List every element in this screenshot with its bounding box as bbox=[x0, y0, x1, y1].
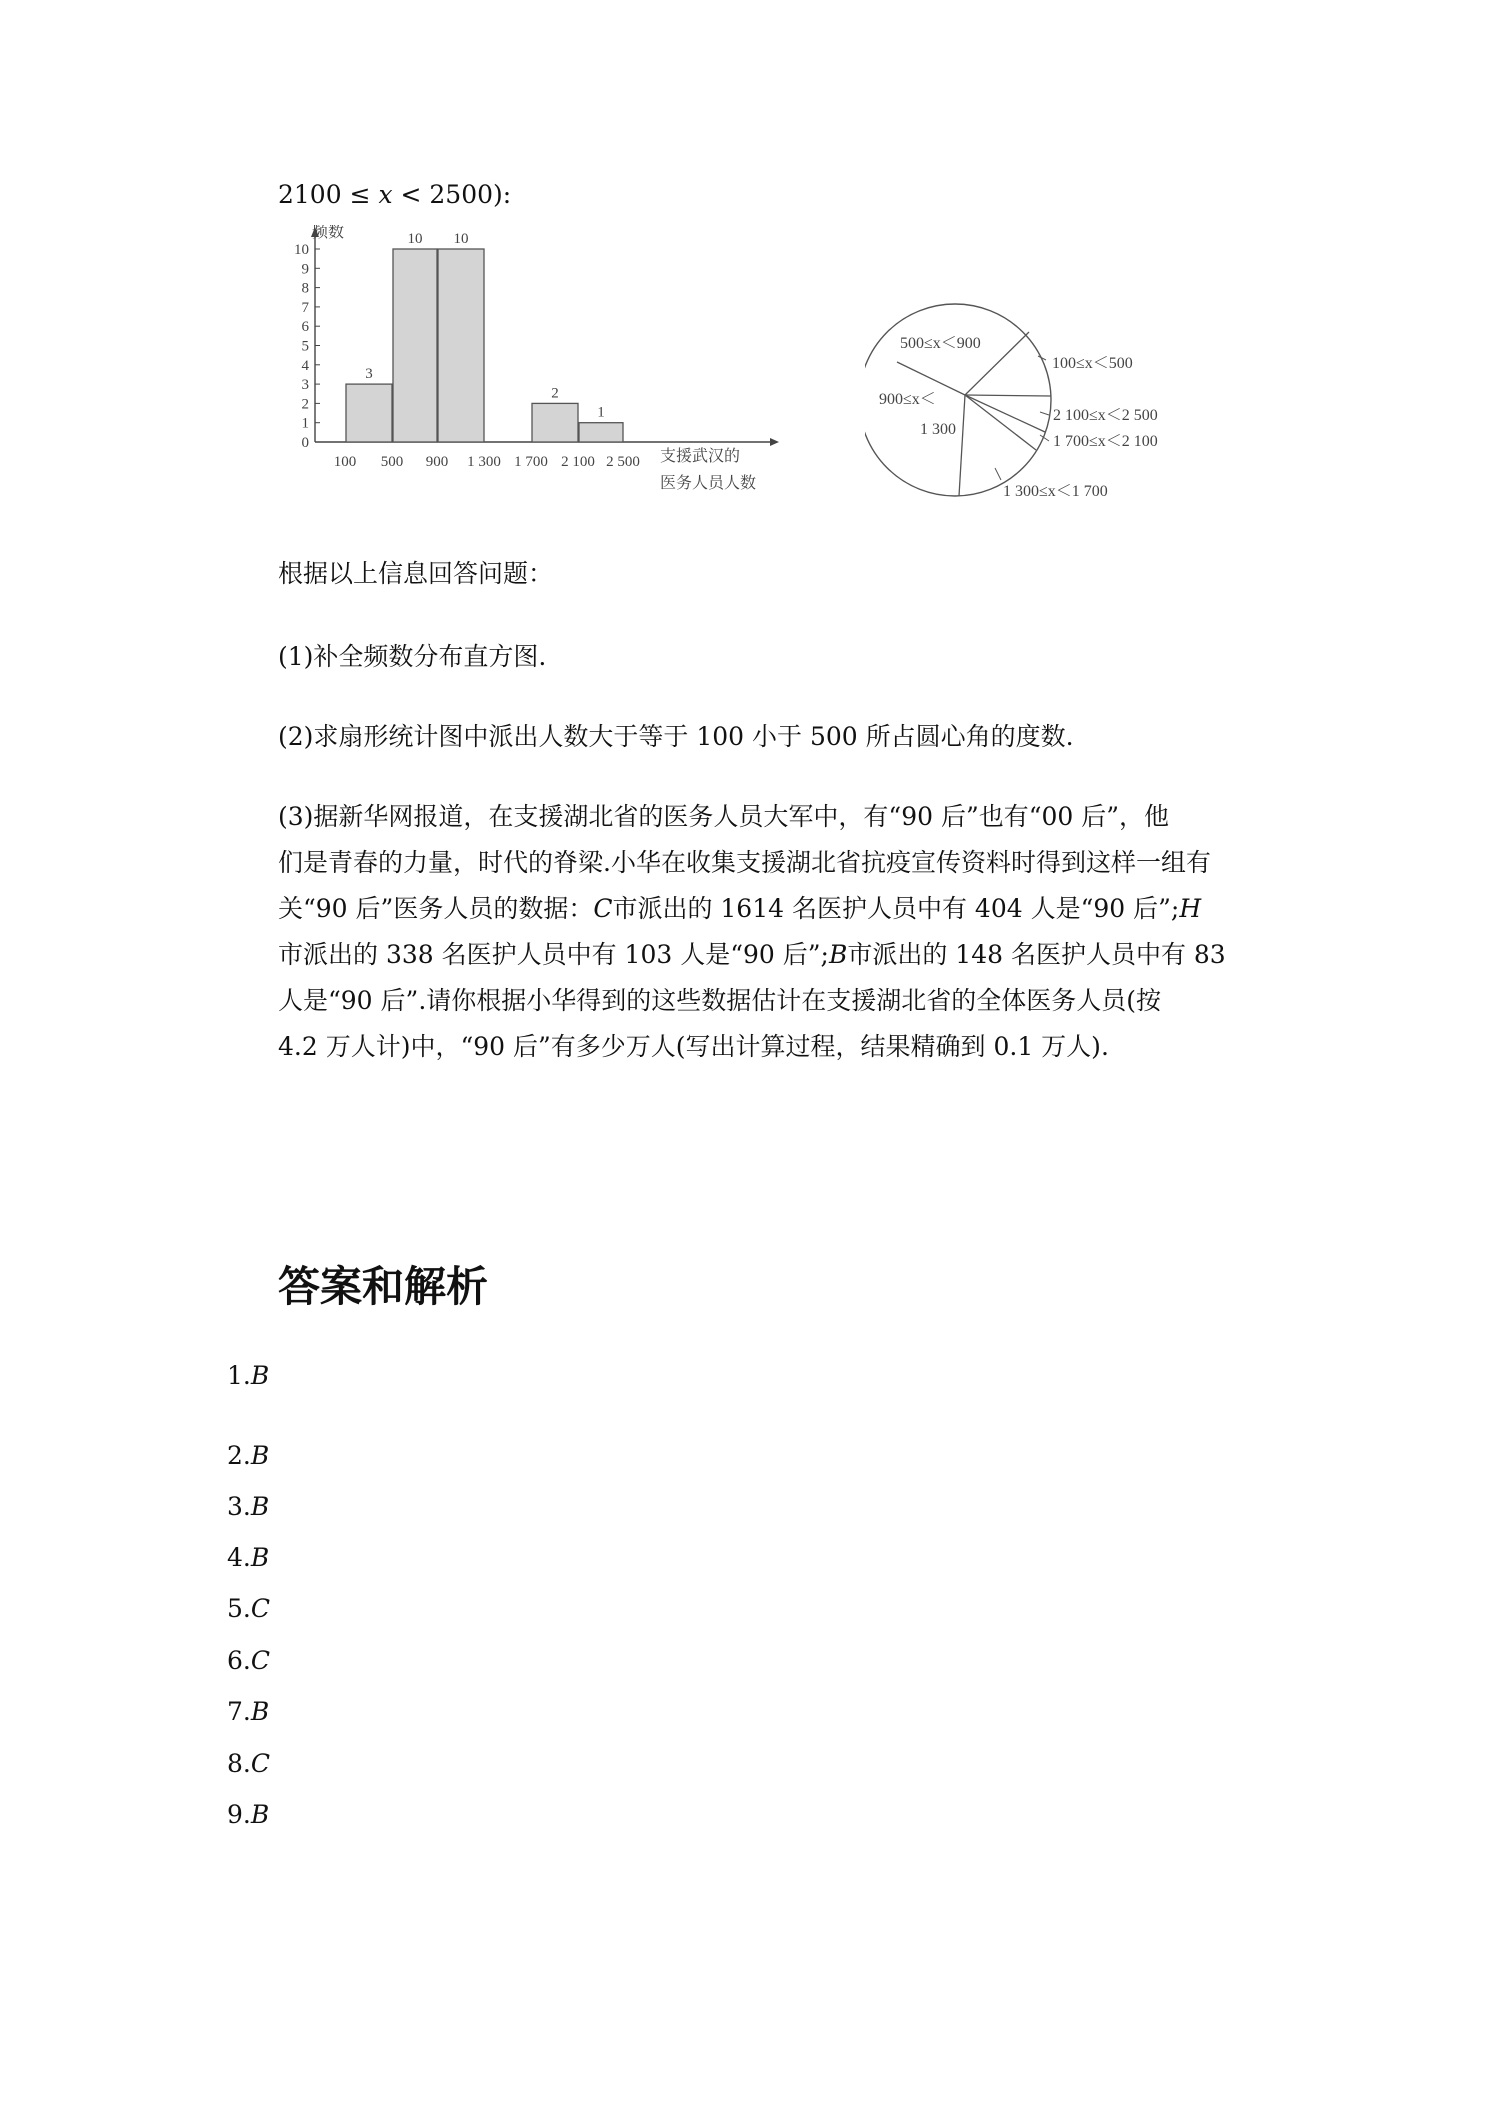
y-tick-label: 8 bbox=[301, 280, 309, 297]
histogram-bar bbox=[393, 249, 437, 442]
intro-fragment: 2100 ≤ 𝑥 < 2500): bbox=[278, 180, 512, 209]
x-tick-label: 2 100 bbox=[561, 454, 595, 470]
answer-number: 1. bbox=[227, 1361, 251, 1390]
bar-value-label: 10 bbox=[407, 231, 423, 247]
pie-label-1700-2100: 1 700≤x＜2 100 bbox=[1053, 433, 1158, 450]
x-tick-label: 100 bbox=[333, 454, 357, 470]
answer-value: B bbox=[250, 1441, 270, 1470]
y-tick-label: 5 bbox=[301, 338, 309, 355]
x-tick-label: 2 500 bbox=[606, 454, 640, 470]
bar-value-label: 2 bbox=[551, 385, 559, 402]
y-tick-label: 2 bbox=[301, 396, 309, 413]
answer-item bbox=[227, 1594, 270, 1624]
answer-value: B bbox=[250, 1361, 270, 1390]
answer-item bbox=[227, 1749, 270, 1779]
histogram-bar bbox=[346, 384, 392, 442]
answer-value: B bbox=[250, 1492, 270, 1521]
answer-number: 5. bbox=[227, 1594, 251, 1623]
pie-divider bbox=[965, 395, 1051, 396]
question-part-3-line: 4.2 万人计)中，“90 后”有多少万人(写出计算过程，结果精确到 0.1 万人). bbox=[278, 1032, 1109, 1061]
y-axis-label: 频数 bbox=[312, 225, 345, 241]
answer-item bbox=[227, 1543, 269, 1573]
answer-item bbox=[227, 1492, 269, 1522]
answer-number: 8. bbox=[227, 1749, 251, 1778]
answer-value: C bbox=[250, 1594, 270, 1623]
pie-label-900-1300-a: 900≤x＜ bbox=[879, 391, 936, 408]
histogram-chart bbox=[285, 225, 785, 505]
pie-leader bbox=[1040, 412, 1049, 415]
question-prompt: 根据以上信息回答问题： bbox=[278, 559, 554, 588]
answer-number: 3. bbox=[227, 1492, 251, 1521]
answer-number: 2. bbox=[227, 1441, 251, 1470]
histogram-bar bbox=[532, 403, 578, 442]
y-tick-label: 10 bbox=[294, 242, 309, 258]
x-tick-label: 500 bbox=[380, 454, 404, 470]
answer-number: 4. bbox=[227, 1543, 251, 1572]
x-axis-label-line2: 医务人员人数 bbox=[660, 475, 757, 492]
y-tick-label: 3 bbox=[301, 377, 309, 394]
question-part-3-line: 人是“90 后”.请你根据小华得到的这些数据估计在支援湖北省的全体医务人员(按 bbox=[278, 986, 1162, 1015]
question-part-3-line: (3)据新华网报道，在支援湖北省的医务人员大军中，有“90 后”也有“00 后”，他 bbox=[278, 802, 1170, 831]
histogram-bar bbox=[579, 423, 623, 442]
question-part-3-line: 关“90 后”医务人员的数据：𝐶市派出的 1614 名医护人员中有 404 人是“90 后”;𝐻 bbox=[278, 894, 1202, 923]
histogram-bar bbox=[438, 249, 484, 442]
y-tick-label: 0 bbox=[301, 435, 309, 451]
x-axis-label-line1: 支援武汉的 bbox=[660, 448, 741, 465]
answer-number: 9. bbox=[227, 1800, 251, 1829]
answer-number: 7. bbox=[227, 1697, 251, 1726]
pie-label-100-500: 100≤x＜500 bbox=[1052, 355, 1133, 372]
answer-item bbox=[227, 1646, 270, 1676]
pie-label-500-900: 500≤x＜900 bbox=[900, 335, 981, 352]
x-axis-arrow bbox=[770, 438, 779, 446]
bar-value-label: 1 bbox=[597, 404, 605, 421]
pie-chart bbox=[865, 300, 1225, 510]
question-part-1: (1)补全频数分布直方图. bbox=[278, 642, 547, 671]
x-tick-label: 1 700 bbox=[514, 454, 548, 470]
y-tick-label: 4 bbox=[301, 357, 309, 374]
answer-item bbox=[227, 1697, 269, 1727]
bar-value-label: 3 bbox=[365, 366, 373, 383]
answer-item bbox=[227, 1800, 269, 1830]
answer-value: B bbox=[250, 1697, 270, 1726]
answer-value: B bbox=[250, 1800, 270, 1829]
y-tick-label: 1 bbox=[301, 415, 309, 432]
pie-leader bbox=[995, 468, 1001, 480]
answer-value: C bbox=[250, 1749, 270, 1778]
answer-item bbox=[227, 1361, 269, 1391]
x-tick-label: 1 300 bbox=[467, 454, 501, 470]
bar-value-label: 10 bbox=[453, 231, 469, 247]
x-tick-label: 900 bbox=[425, 454, 449, 470]
pie-label-900-1300-b: 1 300 bbox=[920, 421, 956, 438]
answer-value: C bbox=[250, 1646, 270, 1675]
question-part-3-line: 市派出的 338 名医护人员中有 103 人是“90 后”;𝐵市派出的 148 名医护人员中有 83 bbox=[278, 940, 1226, 969]
answer-number: 6. bbox=[227, 1646, 251, 1675]
pie-label-1300-1700: 1 300≤x＜1 700 bbox=[1003, 483, 1108, 500]
y-tick-label: 9 bbox=[301, 261, 309, 278]
pie-divider bbox=[959, 395, 965, 496]
question-part-3-line: 们是青春的力量，时代的脊梁.小华在收集支援湖北省抗疫宣传资料时得到这样一组有 bbox=[278, 848, 1211, 877]
answer-item bbox=[227, 1441, 269, 1471]
pie-label-2100-2500: 2 100≤x＜2 500 bbox=[1053, 407, 1158, 424]
answers-heading: 答案和解析 bbox=[278, 1262, 489, 1311]
answer-value: B bbox=[250, 1543, 270, 1572]
question-part-2: (2)求扇形统计图中派出人数大于等于 100 小于 500 所占圆心角的度数. bbox=[278, 722, 1074, 751]
y-tick-label: 7 bbox=[301, 299, 309, 316]
y-tick-label: 6 bbox=[301, 319, 309, 336]
